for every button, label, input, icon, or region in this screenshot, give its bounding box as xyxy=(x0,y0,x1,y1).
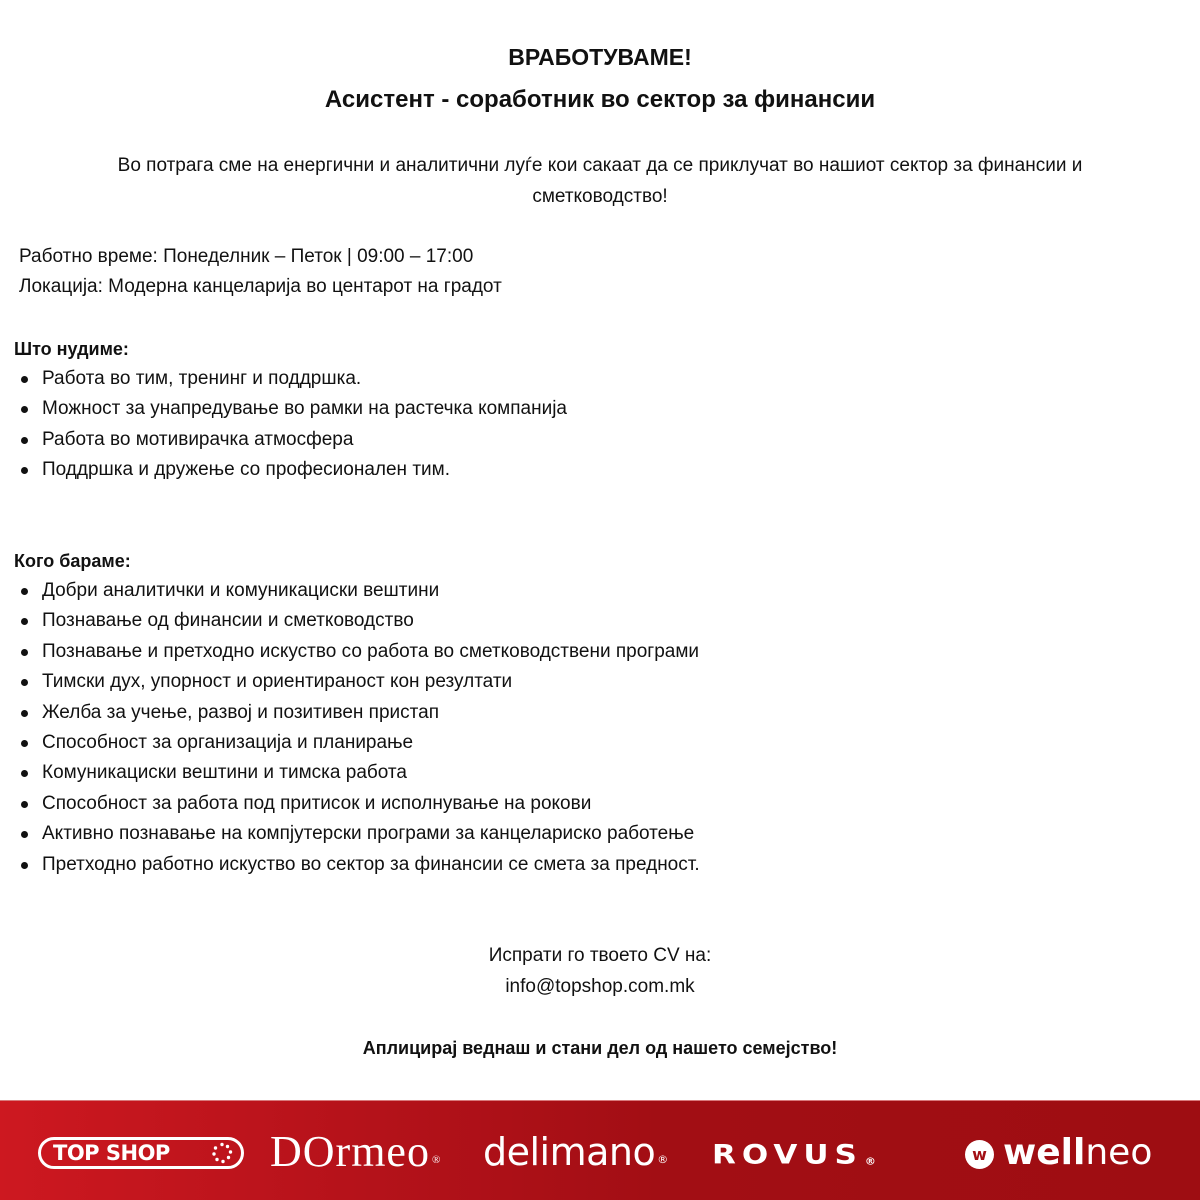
offer-heading: Што нудиме: xyxy=(14,339,129,359)
bullet-icon xyxy=(21,831,28,838)
bullet-icon xyxy=(21,618,28,625)
registered-mark: ® xyxy=(657,1153,668,1166)
seek-item xyxy=(0,789,700,819)
bullet-icon xyxy=(21,770,28,777)
offer-item-text: Можност за унапредување во рамки на растечка компанија xyxy=(42,398,567,420)
brand-footer xyxy=(0,1100,1200,1200)
seek-item-text: Претходно работно искуство во сектор за финансии се смета за предност. xyxy=(42,853,700,875)
seek-item-text: Тимски дух, упорност и ориентираност кон резултати xyxy=(42,671,513,693)
offer-item xyxy=(0,394,567,424)
offer-item-text: Работа во тим, тренинг и поддршка. xyxy=(42,368,362,389)
topshop-logo xyxy=(38,1137,244,1169)
seek-item-text: Активно познавање на компјутерски програми за канцелариско работење xyxy=(42,823,695,845)
bullet-icon xyxy=(21,801,28,808)
wellneo-logo-text xyxy=(1003,1131,1152,1175)
bullet-icon xyxy=(21,679,28,686)
seek-item xyxy=(0,698,700,728)
seek-item xyxy=(0,758,700,788)
offer-item xyxy=(0,455,567,485)
wellneo-badge-letter: w xyxy=(972,1145,987,1164)
delimano-logo xyxy=(483,1129,668,1175)
seek-item-text: Способност за организација и планирање xyxy=(42,732,414,754)
registered-mark: ® xyxy=(864,1155,882,1167)
seek-item xyxy=(0,728,700,758)
bullet-icon xyxy=(21,740,28,747)
dormeo-logo-text: DOrmeo xyxy=(270,1127,430,1176)
seek-item-text: Способност за работа под притисок и исполнување на рокови xyxy=(42,792,592,814)
seek-item-text: Познавање од финансии и сметководство xyxy=(42,610,414,632)
wellneo-neo: neo xyxy=(1085,1132,1153,1173)
bullet-icon xyxy=(21,862,28,869)
offer-list xyxy=(0,364,567,486)
bullet-icon xyxy=(21,588,28,595)
seek-item xyxy=(0,819,700,849)
dormeo-logo xyxy=(270,1127,441,1177)
offer-item-text: Поддршка и дружење со професионален тим. xyxy=(42,459,450,481)
bullet-icon xyxy=(21,467,28,474)
working-hours: Работно време: Понеделник – Петок | 09:00 – 17:00 xyxy=(19,246,474,267)
seek-list xyxy=(0,576,700,880)
dotted-circle-icon xyxy=(211,1142,233,1164)
bullet-icon xyxy=(21,649,28,656)
contact-email[interactable]: info@topshop.com.mk xyxy=(505,976,695,997)
rovus-logo xyxy=(712,1138,882,1172)
bullet-icon xyxy=(21,376,28,383)
seek-item xyxy=(0,576,700,606)
seek-item-text: Комуникациски вештини и тимска работа xyxy=(42,762,407,784)
apply-now-text: Аплицирај веднаш и стани дел од нашето семејство! xyxy=(362,1038,838,1058)
registered-mark: ® xyxy=(431,1154,442,1166)
offer-item xyxy=(0,425,567,455)
position-title: Асистент - соработник во сектор за финансии xyxy=(324,86,876,113)
bullet-icon xyxy=(21,406,28,413)
offer-item-text: Работа во мотивирачка атмосфера xyxy=(42,428,354,450)
wellneo-well: well xyxy=(1003,1132,1086,1173)
topshop-logo-text: TOP SHOP xyxy=(53,1141,170,1165)
seek-heading: Кого бараме: xyxy=(14,551,131,571)
intro-text: Во потрага сме на енергични и аналитични луѓе кои сакаат да се приклучат во нашиот сектор за финансии и сметководство! xyxy=(117,155,1083,207)
bullet-icon xyxy=(21,710,28,717)
bullet-icon xyxy=(21,437,28,444)
seek-item xyxy=(0,637,700,667)
seek-item xyxy=(0,850,700,880)
delimano-logo-text: delimano xyxy=(483,1130,656,1174)
seek-item xyxy=(0,667,700,697)
wellneo-badge-icon xyxy=(965,1140,994,1169)
seek-item-text: Познавање и претходно искуство со работа во сметководствени програми xyxy=(42,640,700,662)
location: Локација: Модерна канцеларија во центарот на градот xyxy=(19,276,502,297)
offer-item xyxy=(0,364,567,394)
rovus-logo-text: ROVUS xyxy=(712,1139,863,1171)
seek-item xyxy=(0,606,700,636)
send-cv-label: Испрати го твоето CV на: xyxy=(488,945,712,966)
seek-item-text: Желба за учење, развој и позитивен пристап xyxy=(42,701,439,723)
seek-item-text: Добри аналитички и комуникациски вештини xyxy=(42,580,440,601)
page-title: ВРАБОТУВАМЕ! xyxy=(508,44,692,70)
